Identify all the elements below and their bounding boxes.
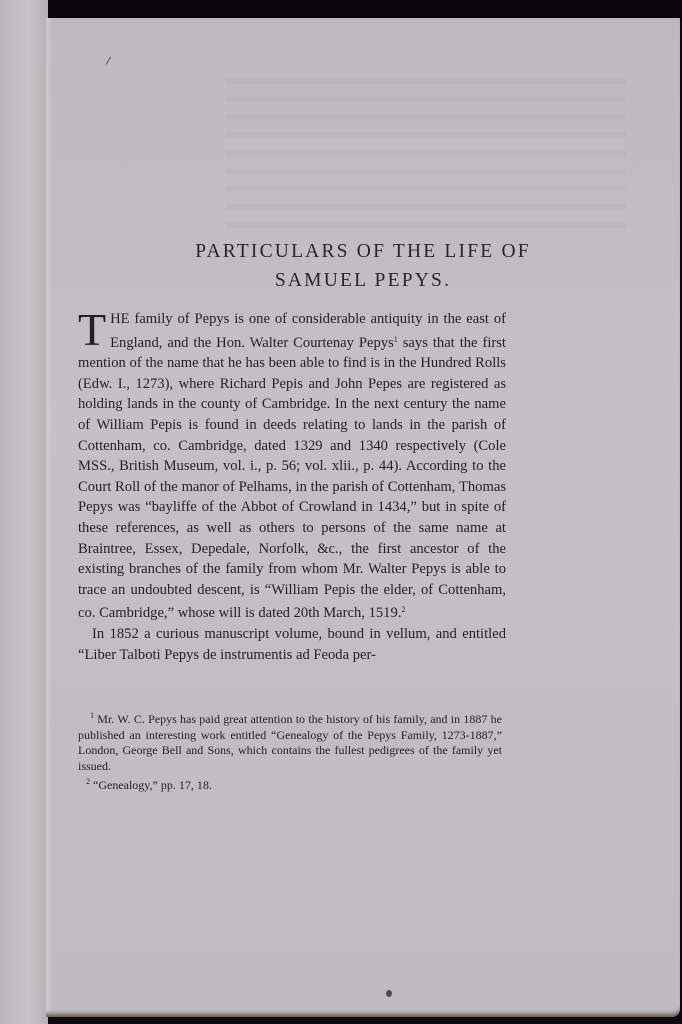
- footnote-2: [78, 774, 502, 794]
- footnote-marker: 2: [86, 777, 90, 786]
- footnote-text: “Genealogy,” pp. 17, 18.: [90, 778, 212, 792]
- show-through-text: [226, 78, 626, 238]
- drop-cap: T: [78, 304, 107, 355]
- footnote-ref-2: 2: [401, 605, 406, 615]
- footnote-1: [78, 708, 502, 774]
- chapter-title-line-2: SAMUEL PEPYS.: [274, 270, 452, 291]
- footnote-text: Mr. W. C. Pepys has paid great attention to the history of his family, and in 1887 he published an interesting work entitled “Genealogy of the Pepys Family, 1273-1887,” London, George Bell and Sons, which contains the fullest pedigrees of the family yet issued.: [78, 712, 502, 773]
- chapter-title-line-1: PARTICULARS OF THE LIFE OF: [195, 241, 531, 262]
- paragraph-1: [78, 304, 506, 624]
- book-page: [46, 18, 680, 1017]
- pencil-mark: [106, 56, 111, 64]
- paragraph-2: In 1852 a curious manuscript volume, bound in vellum, and entitled “Liber Talboti Pepys de instrumentis ad Feoda per-: [78, 625, 506, 663]
- footnote-ref-1: 1: [393, 334, 398, 344]
- paragraph-1-text-cont: says that the first mention of the name that he has been able to find is in the Hundred Rolls (Edw. I., 1273), where Richard Pepis and John Pepes are registered as holding lands in the county of Cambridge. In the next century the name of William Pepis is found in deeds relating to lands in the parish of Cottenham, co. Cambridge, dated 1329 and 1340 respectively (Cole MSS., British Museum, vol. i., p. 56; vol. xlii., p. 44). According to the Court Roll of the manor of Pelhams, in the parish of Cottenham, Thomas Pepys was “bayliffe of the Abbot of Crowland in 1434,” but in spite of these references, as well as others to persons of the same name at Braintree, Essex, Depedale, Norfolk, &c., the first ancestor of the existing branches of the family from whom Mr. Walter Pepys is able to trace an undoubted descent, is “William Pepis the elder, of Cottenham, co. Cambridge,” whose will is dated 20th March, 1519.: [78, 334, 506, 622]
- paragraph-1-text: HE family of Pepys is one of considerable antiquity in the east of England, and the Hon. Walter Courtenay Pepys: [110, 311, 506, 351]
- facing-page-edge: [0, 0, 48, 1024]
- footnotes: [78, 708, 502, 794]
- footnote-marker: 1: [90, 711, 94, 720]
- body-text: [78, 304, 506, 665]
- foxing-spot: [386, 990, 392, 997]
